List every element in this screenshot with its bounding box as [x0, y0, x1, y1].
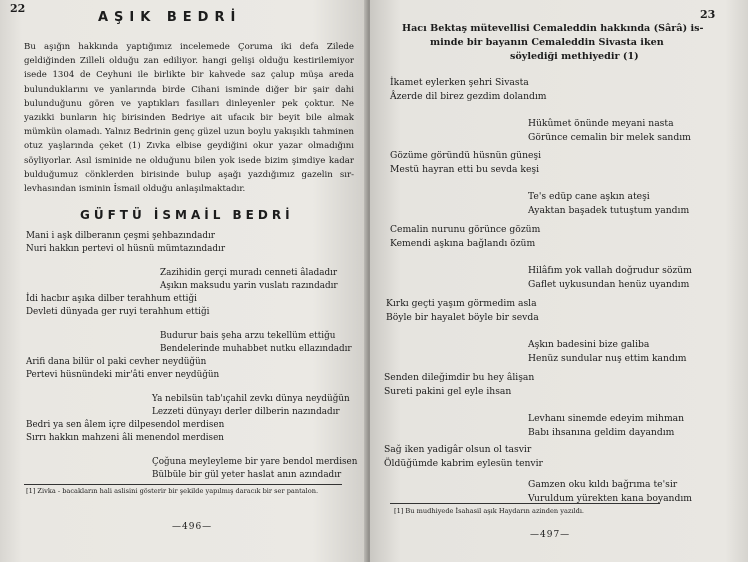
right-header-line: Hacı Bektaş mütevellisi Cemaleddin hakkında (Sârâ) is- — [402, 23, 704, 34]
verse-line: Aşıkın maksudu yarin vuslatı razındadır — [160, 281, 338, 291]
verse-line: Sırrı hakkın mahzeni âli menendol merdisen — [26, 433, 224, 443]
left-page-title: AŞIK BEDRİ — [98, 10, 242, 25]
verse-line: Lezzeti dünyayı derler dilberin nazındadır — [152, 407, 340, 417]
verse-line: Senden dileğimdir bu hey âlişan — [384, 372, 535, 383]
verse-line: Nuri hakkın pertevi ol hüsnü mümtazındadır — [26, 244, 226, 254]
verse-line: Sağ iken yadigâr olsun ol tasvir — [384, 444, 532, 455]
verse-line: Pertevi hüsnündeki mir'âti enver neydüğün — [26, 370, 220, 380]
verse-line: Bülbüle bir gül yeter haslat anın azındadır — [152, 470, 342, 480]
footnote-rule — [390, 503, 660, 504]
verse-line: Babı ihsanına geldim dayandım — [528, 427, 675, 438]
verse-line: Bedri ya sen âlem içre dilpesendol merdisen — [26, 420, 225, 430]
verse-line: Mani i aşk dilberanın çeşmi şehbazındadır — [26, 231, 216, 241]
verse-line: Aşkın badesini bize galiba — [528, 339, 650, 350]
verse-line: Levhanı sinemde edeyim mihman — [528, 413, 685, 424]
verse-line: Cemalin nurunu görünce gözüm — [390, 224, 541, 235]
left-page-number: 22 — [10, 2, 26, 15]
left-prose — [24, 40, 354, 196]
verse-line: Hilâfım yok vallah doğrudur sözüm — [528, 265, 692, 276]
left-page — [0, 0, 368, 562]
verse-line: Öldüğümde kabrim eylesün tenvir — [384, 458, 543, 469]
verse-line: Kırkı geçti yaşım görmedim asla — [386, 298, 537, 309]
right-page — [370, 0, 748, 562]
verse-line: Henüz sundular nuş ettim kandım — [528, 353, 687, 364]
verse-line: Görünce cemalin bir melek sandım — [528, 132, 691, 143]
verse-line: Kemendi aşkına bağlandı özüm — [390, 238, 536, 249]
verse-line: Böyle bir hayalet böyle bir sevda — [386, 312, 539, 323]
verse-line: Te's edüp cane aşkın ateşi — [528, 191, 650, 202]
poem-title: GÜFTÜ İSMAİL BEDRİ — [80, 208, 294, 222]
verse-line: Zazihidin gerçi muradı cenneti âladadır — [160, 268, 338, 278]
verse-line: Sureti pakini gel eyle ihsan — [384, 386, 512, 397]
verse-line: Arifi dana bilür ol paki cevher neydüğün — [26, 357, 207, 367]
verse-line: Ya nebilsün tab'ıçahil zevkı dünya neydüğün — [152, 394, 350, 404]
verse-line: Ayaktan başadek tutuştum yandım — [528, 205, 690, 216]
verse-line: İkamet eylerken şehri Sivasta — [390, 77, 529, 88]
left-prose-paragraph: Bu aşığın hakkında yaptığımız incelemede Çoruma iki defa Zilede geldiğinden Zilleli olduğu zan ediliyor. hangi gelişi olduğu kestirilemiyor isede 1304 de Ceyhuni ile birlikte bir kahvede saz çalup müşa areda bulunduklarını ve yanlarında birde Cihani isminde diğer bir şair dahi bulunduğunu gören ve yaptıkları fasılları dinleyenler pek çoktur. Ne yazıkki bunların hiç birisinden Bedriye ait ufacık bir beyit bile almak mümkün olamadı. Yalnız Bedrinin genç güzel uzun boylu yakışıklı tahminen otuz yaşlarında çeket (1) Zıvka elbise geydiğini okur yazar olmadığını söyliyorlar. Asıl isminide ne olduğunu bilen yok isede bizim şimdiye kadar bulduğumuz cönklerden birisinde bulup aşağı yazdığımız gazelin sır-levhasından isminin İsmail olduğu anlaşılmaktadır. — [24, 42, 354, 195]
right-footnote: [1] Bu mudhiyede İsahasil aşık Haydarın azinden yazıldı. — [394, 507, 585, 515]
right-header-line: söylediği methiyedir (1) — [510, 51, 639, 62]
left-folio-number: —496— — [172, 522, 213, 532]
verse-line: Bendelerinde muhabbet nutku ellazındadır — [160, 344, 352, 354]
left-footnote: [1] Zivka - bacakların hali aslisini gösterir bir şekilde yapılmış daracık bir ser pantalon. — [26, 487, 319, 495]
verse-line: Budurur bais şeha arzu tekellüm ettiğu — [160, 331, 336, 341]
verse-line: Gaflet uykusundan henüz uyandım — [528, 279, 690, 290]
verse-line: Gamzen oku kıldı bağrıma te'sir — [528, 479, 678, 490]
verse-line: Âzerde dil birez gezdim dolandım — [390, 91, 547, 102]
verse-line: Gözüme göründü hüsnün güneşi — [390, 150, 542, 161]
verse-line: Çoğuna meyleyleme bir yare bendol merdisen — [152, 457, 358, 467]
right-header-line: minde bir bayanın Cemaleddin Sivasta iken — [430, 37, 664, 48]
right-page-number: 23 — [700, 8, 716, 21]
verse-line: Mestü hayran etti bu sevda keşi — [390, 164, 540, 175]
right-folio-number: —497— — [530, 530, 571, 540]
footnote-rule — [24, 484, 342, 485]
verse-line: Devleti dünyada ger ruyi terahhum ettiği — [26, 307, 210, 317]
verse-line: Vuruldum yürekten kana boyandım — [528, 493, 693, 504]
verse-line: Hükûmet önünde meyani nasta — [528, 118, 674, 129]
verse-line: İdi hacbır aşıka dilber terahhum ettiği — [26, 294, 197, 304]
